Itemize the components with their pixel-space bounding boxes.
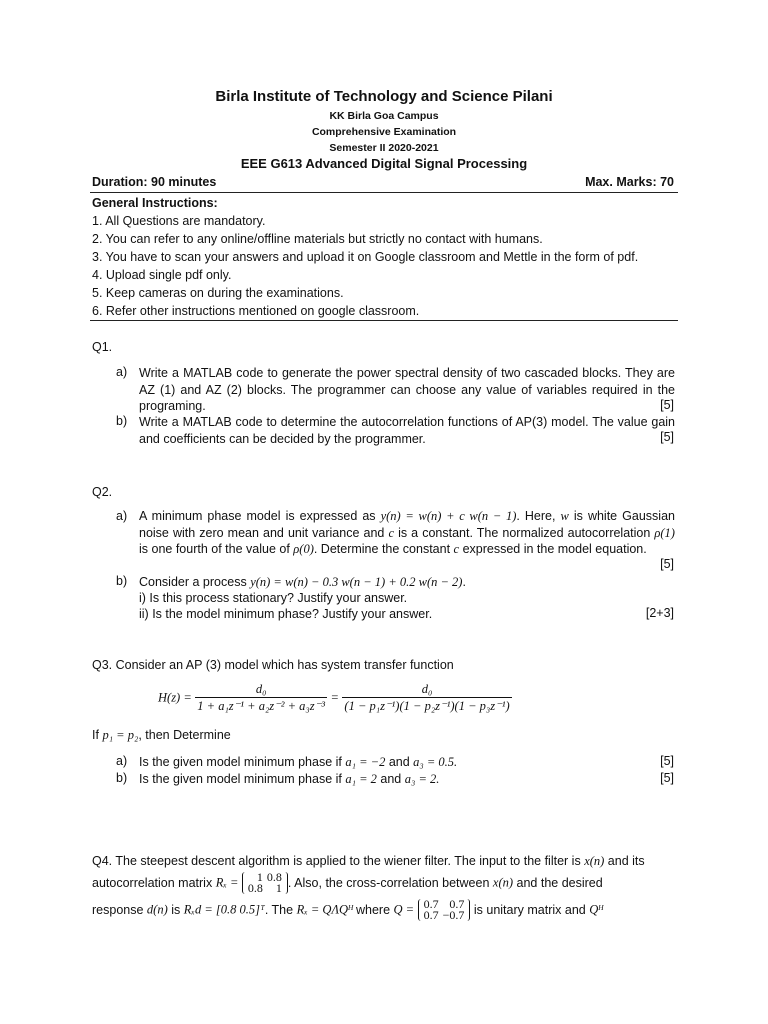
matrix-cell: 0.7 — [449, 897, 465, 911]
q2b-label: b) — [116, 574, 128, 588]
q2a-rho1: ρ(1) — [654, 525, 675, 540]
q4-text: is unitary matrix and — [473, 903, 586, 917]
q2a-equation: y(n) = w(n) + c w(n − 1) — [380, 509, 517, 523]
q3a-eq: a₃ = 0.5. — [413, 755, 458, 769]
q2a-var-w: w — [560, 509, 569, 523]
q3b-text-part: Is the given model minimum phase if — [139, 772, 342, 786]
q2a-text — [139, 508, 675, 558]
q4-text: is — [171, 903, 181, 917]
campus-name: KK Birla Goa Campus — [329, 110, 439, 122]
q1b-label: b) — [116, 414, 128, 428]
q2a-text-part: is white Gaussian noise with zero mean and unit variance and — [139, 509, 675, 540]
instruction-item: 2. You can refer to any online/offline materials but strictly no contact with humans. — [92, 232, 543, 246]
q3-cond-text: If — [92, 728, 99, 742]
matrix-cell: 0.8 — [247, 881, 263, 895]
q4-text: . The — [264, 903, 294, 917]
q4-text: and its — [607, 854, 645, 868]
institute-title: Birla Institute of Technology and Science Pilani — [215, 88, 553, 105]
q2-label: Q2. — [92, 485, 113, 499]
q3b-marks: [5] — [660, 771, 674, 785]
matrix-cell: 1 — [256, 870, 263, 884]
q3a-text-part: and — [388, 755, 410, 769]
q4-dn: d(n) — [146, 902, 168, 917]
matrix-cell: 0.7 — [423, 908, 439, 922]
instructions-divider — [90, 320, 678, 321]
q2b-text-part: . — [462, 575, 466, 589]
q3b-eq: a₃ = 2. — [404, 772, 440, 786]
q4-q: Q = — [393, 902, 415, 917]
semester-label: Semester II 2020-2021 — [329, 142, 439, 154]
instruction-item: 6. Refer other instructions mentioned on google classroom. — [92, 304, 420, 318]
q2a-text-part: is a constant. The normalized autocorrelation — [398, 525, 651, 540]
duration-label: Duration: 90 minutes — [92, 175, 217, 189]
q4-text: where — [356, 903, 391, 917]
q2a-var-c: c — [388, 525, 394, 540]
instruction-item: 1. All Questions are mandatory. — [92, 214, 266, 228]
q3-hz: H(z) = — [158, 690, 192, 705]
q2a-text-part: . Here, — [516, 509, 556, 523]
q4-line-1 — [92, 854, 676, 869]
q3-den-1: 1 + a₁z⁻¹ + a₂z⁻² + a₃z⁻³ — [197, 699, 325, 713]
q3-intro: Q3. Consider an AP (3) model which has system transfer function — [92, 658, 454, 672]
q4-text: Q4. The steepest descent algorithm is applied to the wiener filter. The input to the filter is — [92, 854, 581, 868]
q2b-part-ii: ii) Is the model minimum phase? Justify your answer. — [139, 607, 433, 621]
q4-text: autocorrelation matrix — [92, 876, 213, 890]
q1a-label: a) — [116, 365, 128, 379]
q3a-text — [139, 754, 675, 771]
q1b-text: Write a MATLAB code to determine the autocorrelation functions of AP(3) model. The value gain and coefficients can be decided by the programmer. — [139, 415, 675, 446]
q3-num-2: d₀ — [421, 682, 433, 696]
q3-den-2: (1 − p₁z⁻¹)(1 − p₂z⁻¹)(1 − p₃z⁻¹) — [344, 699, 510, 713]
matrix-cell: 0.8 — [266, 870, 282, 884]
q4-decomp: Rₓ = QΛQᴴ — [296, 902, 353, 917]
q2b-part-i: i) Is this process stationary? Justify your answer. — [139, 591, 408, 605]
q4-qh: Qᴴ — [589, 902, 603, 917]
q3-condition — [92, 728, 231, 743]
q4-text: response — [92, 903, 144, 917]
q3-cond-eq: p₁ = p₂ — [102, 728, 139, 742]
max-marks-label: Max. Marks: 70 — [585, 175, 674, 189]
q4-xn: x(n) — [584, 854, 605, 868]
q4-q-matrix — [418, 899, 471, 921]
exam-name: Comprehensive Examination — [311, 126, 457, 138]
q2a-text-part: . Determine the constant — [313, 542, 451, 556]
q2a-text-part: expressed in the model equation. — [462, 542, 647, 556]
q4-line-2 — [92, 872, 682, 894]
q3-fraction-1 — [195, 682, 327, 714]
course-title: EEE G613 Advanced Digital Signal Processing — [240, 156, 528, 171]
q2a-label: a) — [116, 509, 128, 523]
q1b-marks: [5] — [660, 430, 674, 444]
q3-fraction-2 — [342, 682, 511, 714]
instruction-item: 3. You have to scan your answers and upload it on Google classroom and Mettle in the form of pdf. — [92, 250, 639, 264]
q4-rx: Rₓ = — [215, 875, 239, 890]
q2a-var-c: c — [453, 542, 460, 556]
instruction-item: 5. Keep cameras on during the examinations. — [92, 286, 344, 300]
q1a-marks: [5] — [660, 398, 674, 412]
q1a-text: Write a MATLAB code to generate the power spectral density of two cascaded blocks. They are AZ (1) and AZ (2) blocks. The programmer can choose any value of variables required in the programing. — [139, 366, 675, 413]
q3-num-1: d₀ — [255, 682, 267, 696]
q4-rx-matrix — [242, 872, 288, 894]
q3-cond-text: , then Determine — [138, 728, 231, 742]
q3b-label: b) — [116, 771, 128, 785]
q2b-text — [139, 574, 675, 591]
q4-text: and the desired — [516, 876, 603, 890]
q2b-text-part: Consider a process — [139, 575, 247, 589]
matrix-cell: −0.7 — [442, 908, 465, 922]
q3a-eq: a₁ = −2 — [345, 755, 386, 769]
q3b-eq: a₁ = 2 — [345, 772, 377, 786]
instruction-item: 4. Upload single pdf only. — [92, 268, 232, 282]
q3a-marks: [5] — [660, 754, 674, 768]
q4-text: . Also, the cross-correlation between — [287, 876, 490, 890]
instructions-title: General Instructions: — [92, 196, 218, 210]
q3-equals: = — [330, 690, 339, 705]
matrix-cell: 0.7 — [423, 897, 439, 911]
instructions-block — [92, 194, 682, 320]
q2b-equation: y(n) = w(n) − 0.3 w(n − 1) + 0.2 w(n − 2) — [250, 575, 463, 589]
q1-label: Q1. — [92, 340, 113, 354]
q3b-text-part: and — [380, 772, 402, 786]
q3-transfer-function — [158, 682, 512, 714]
q3a-text-part: Is the given model minimum phase if — [139, 755, 342, 769]
header-divider — [90, 192, 678, 193]
q4-line-3 — [92, 899, 682, 921]
q2a-marks: [5] — [660, 557, 674, 571]
q2a-text-part: is one fourth of the value of — [139, 542, 290, 556]
q2b-marks: [2+3] — [645, 606, 674, 620]
q2a-rho0: ρ(0) — [293, 542, 314, 556]
q2a-text-part: A minimum phase model is expressed as — [139, 509, 376, 523]
q4-rxd: Rₓd = [0.8 0.5]ᵀ — [183, 902, 265, 917]
q3b-text — [139, 771, 675, 788]
q4-xn: x(n) — [492, 875, 514, 890]
q3a-label: a) — [116, 754, 128, 768]
matrix-cell: 1 — [275, 881, 282, 895]
